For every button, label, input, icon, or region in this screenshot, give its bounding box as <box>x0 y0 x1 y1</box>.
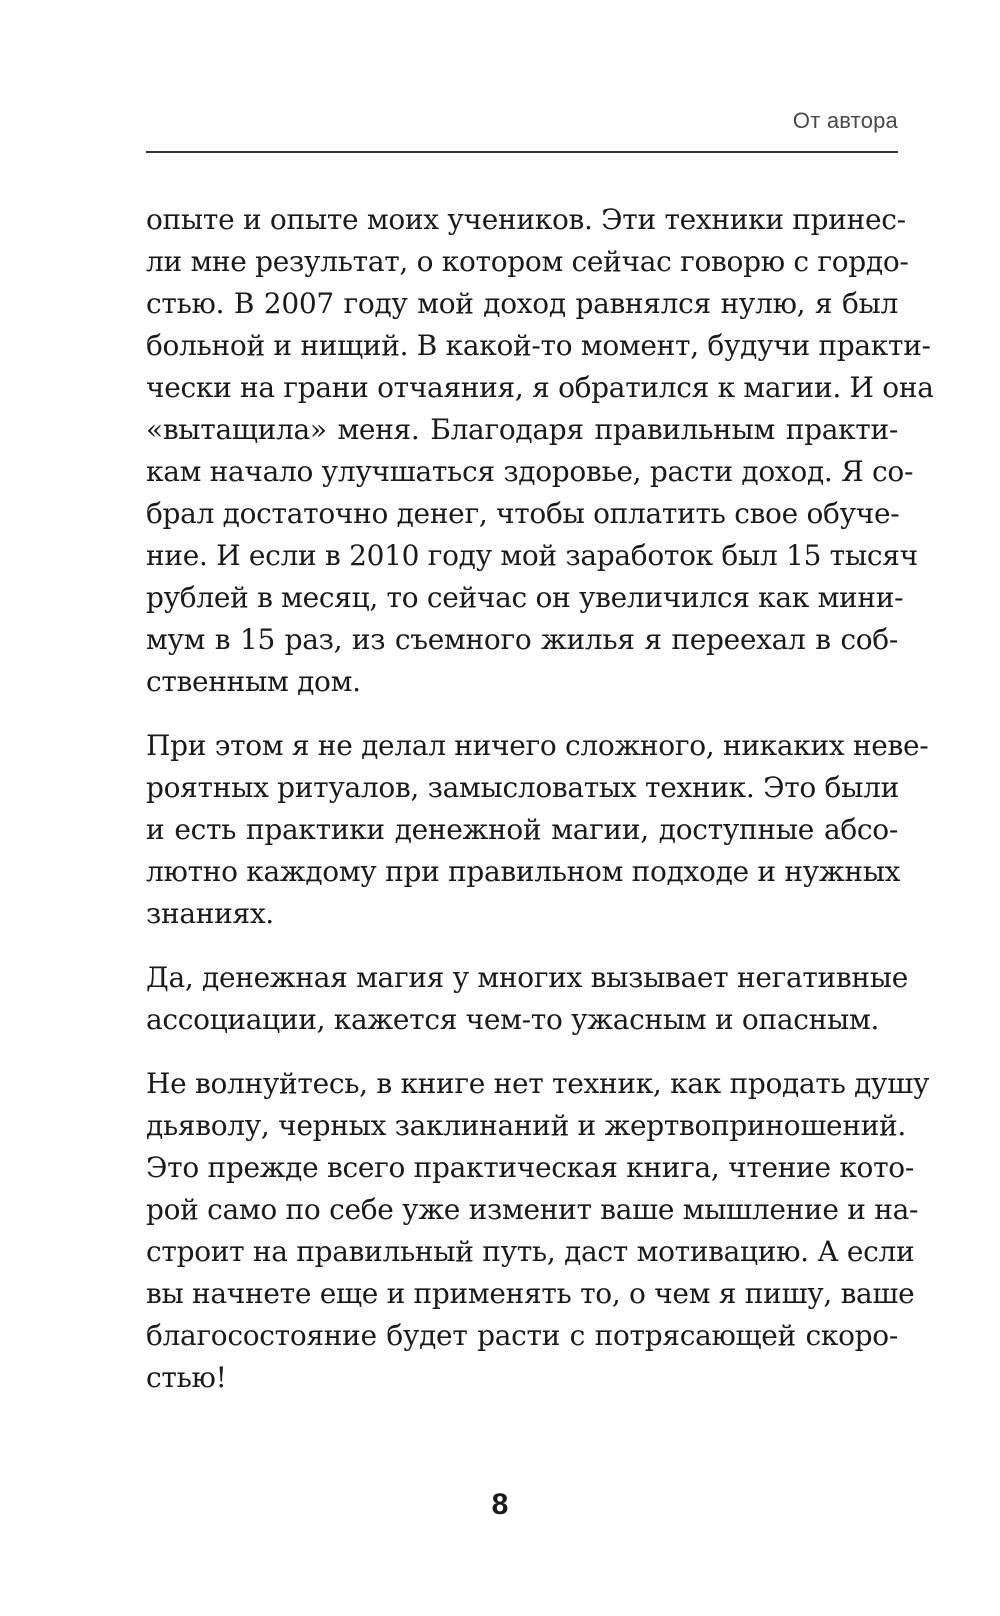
text-line: больной и нищий. В какой-то момент, будучи практи- <box>146 329 931 362</box>
text-line: рублей в месяц, то сейчас он увеличился как мини- <box>146 581 904 614</box>
text-line: кам начало улучшаться здоровье, расти доход. Я со- <box>146 455 914 488</box>
text-line: ние. И если в 2010 году мой заработок был 15 тысяч <box>146 539 918 572</box>
text-line: стью. В 2007 году мой доход равнялся нулю, я был <box>146 287 898 320</box>
text-line: рой само по себе уже изменит ваше мышление и на- <box>146 1193 919 1226</box>
header-divider <box>146 151 898 153</box>
paragraph <box>146 957 908 1041</box>
paragraph <box>146 725 929 935</box>
text-line: При этом я не делал ничего сложного, никаких неве- <box>146 729 929 762</box>
text-line: лютно каждому при правильном подходе и нужных <box>146 855 901 888</box>
paragraph <box>146 1063 930 1399</box>
body-text <box>146 199 934 1421</box>
text-line: мум в 15 раз, из съемного жилья я переехал в соб- <box>146 623 898 656</box>
page-number: 8 <box>491 1488 509 1521</box>
running-header-title: От автора <box>792 108 898 133</box>
text-line: «вытащила» меня. Благодаря правильным практи- <box>146 413 898 446</box>
paragraph <box>146 199 934 703</box>
text-line: чески на грани отчаяния, я обратился к магии. И она <box>146 371 934 404</box>
text-line: Это прежде всего практическая книга, чтение кото- <box>146 1151 915 1184</box>
text-line: брал достаточно денег, чтобы оплатить свое обуче- <box>146 497 900 530</box>
text-line: Да, денежная магия у многих вызывает негативные <box>146 961 908 994</box>
text-line: ли мне результат, о котором сейчас говорю с гордо- <box>146 245 909 278</box>
text-line: Не волнуйтесь, в книге нет техник, как продать душу <box>146 1067 930 1100</box>
text-line: опыте и опыте моих учеников. Эти техники принес- <box>146 203 906 236</box>
text-line: дьяволу, черных заклинаний и жертвоприношений. <box>146 1109 907 1142</box>
text-line: вы начнете еще и применять то, о чем я пишу, ваше <box>146 1277 915 1310</box>
text-line: стью! <box>146 1361 227 1394</box>
text-line: ассоциации, кажется чем-то ужасным и опасным. <box>146 1003 880 1036</box>
text-line: знаниях. <box>146 897 274 930</box>
text-line: роятных ритуалов, замысловатых техник. Это были <box>146 771 899 804</box>
text-line: благосостояние будет расти с потрясающей скоро- <box>146 1319 898 1352</box>
text-line: и есть практики денежной магии, доступные абсо- <box>146 813 898 846</box>
text-line: строит на правильный путь, даст мотивацию. А если <box>146 1235 915 1268</box>
text-line: ственным дом. <box>146 665 361 698</box>
